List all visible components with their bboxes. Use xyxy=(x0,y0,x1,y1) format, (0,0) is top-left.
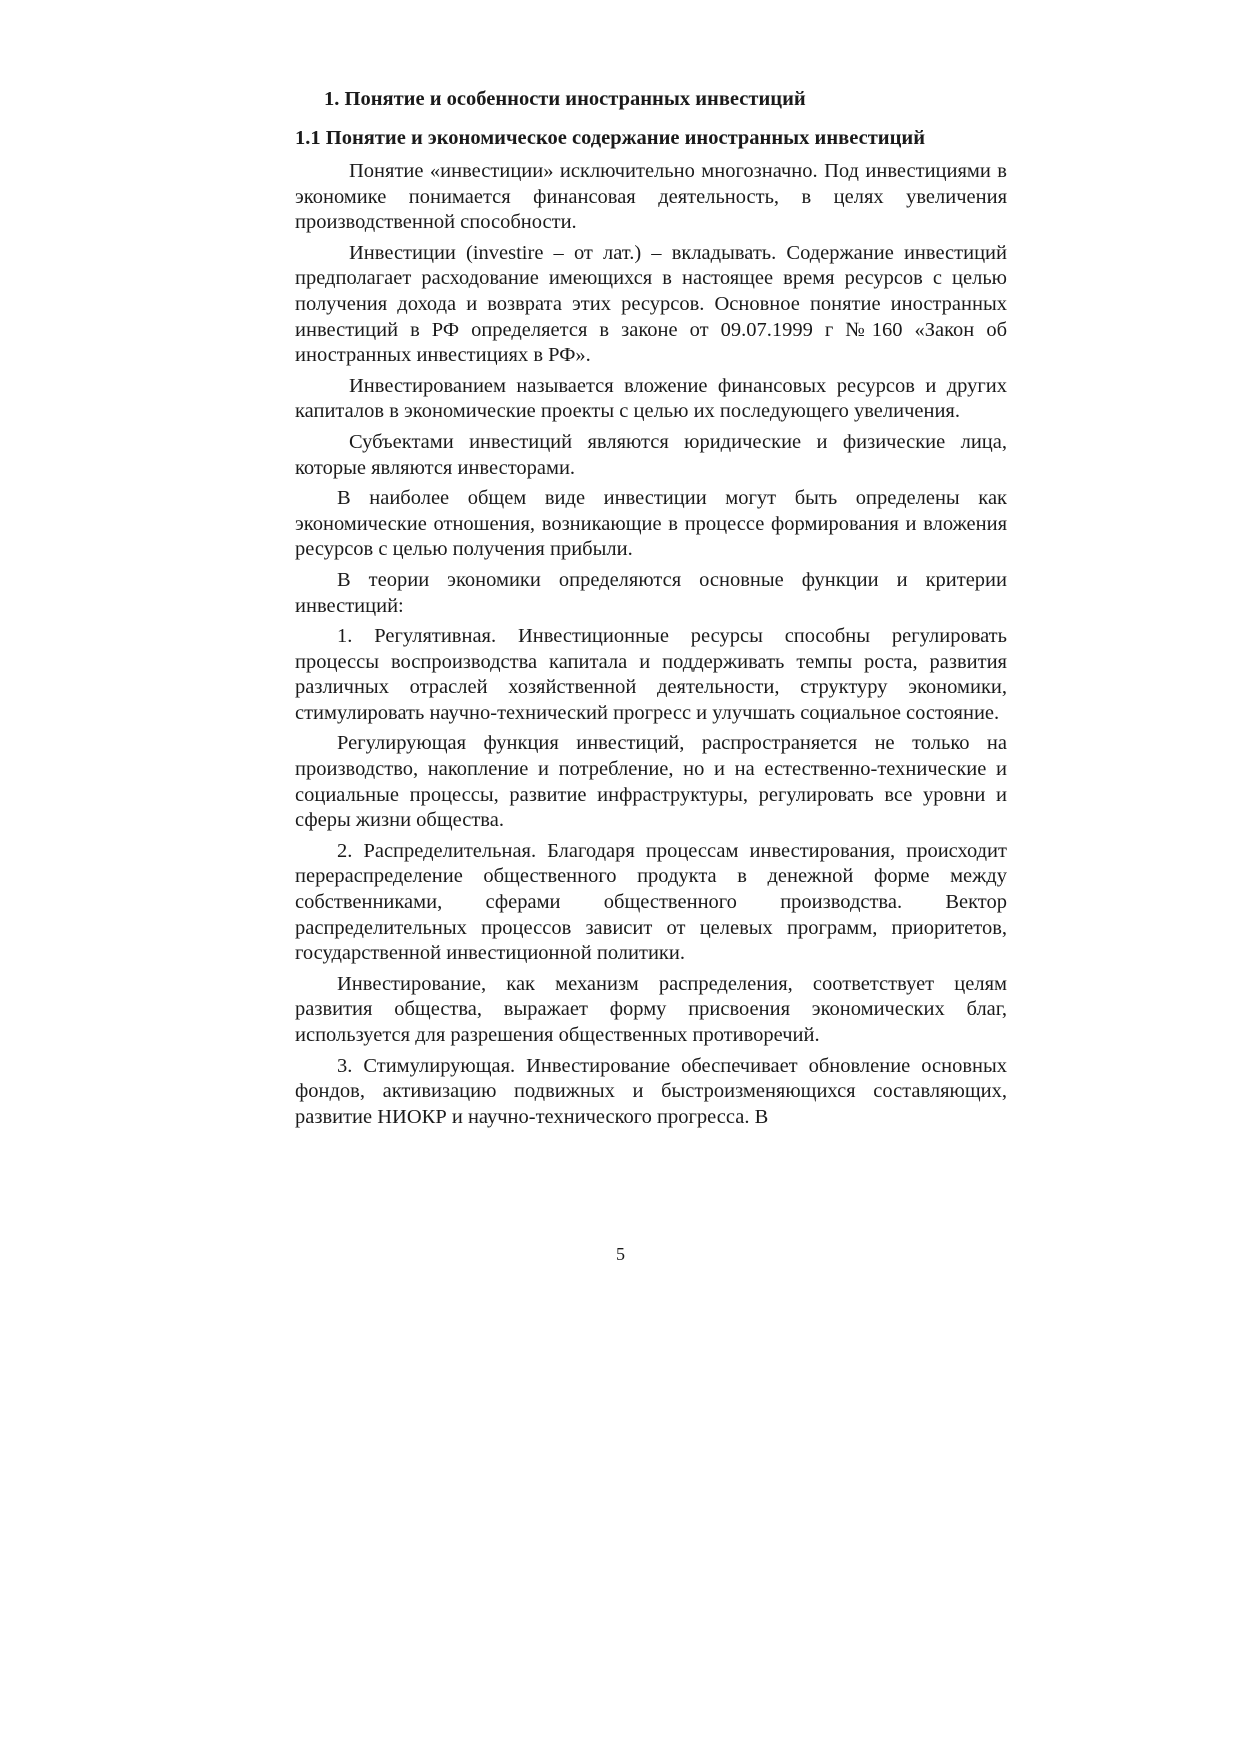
page-number: 5 xyxy=(616,1244,625,1264)
paragraph-investment-concept: Понятие «инвестиции» исключительно многозначно. Под инвестициями в экономике понимается финансовая деятельность, в целях увеличения производственной способности. xyxy=(295,160,1007,234)
paragraph-investment-definition: Инвестиции (investire – от лат.) – вкладывать. Содержание инвестиций предполагает расходование имеющихся в настоящее время ресурсов с целью получения дохода и возврата этих ресурсов. Основное понятие иностранных инвестиций в РФ определяется в законе от 09.07.1999 г №160 «Закон об иностранных инвестициях в РФ». xyxy=(295,241,1007,367)
paragraph-general-view: В наиболее общем виде инвестиции могут быть определены как экономические отношения, возникающие в процессе формирования и вложения ресурсов с целью получения прибыли. xyxy=(295,487,1007,561)
body-text xyxy=(295,159,1007,1130)
list-item-distributive-function: 2. Распределительная. Благодаря процессам инвестирования, происходит перераспределение общественного продукта в денежной форме между собственниками, сферами общественного производства. Вектор распределительных процессов зависит от целевых программ, приоритетов, государственной инвестиционной политики. xyxy=(295,839,1007,965)
paragraph-investing-definition: Инвестированием называется вложение финансовых ресурсов и других капиталов в экономические проекты с целью их последующего увеличения. xyxy=(295,374,1007,423)
paragraph-functions-intro: В теории экономики определяются основные функции и критерии инвестиций: xyxy=(295,568,1007,617)
paragraph-distribution-mechanism: Инвестирование, как механизм распределения, соответствует целям развития общества, выражает форму присвоения экономических благ, используется для разрешения общественных противоречий. xyxy=(295,972,1007,1046)
paragraph-investment-subjects: Субъектами инвестиций являются юридические и физические лица, которые являются инвесторами. xyxy=(295,430,1007,479)
list-item-regulatory-function: 1. Регулятивная. Инвестиционные ресурсы способны регулировать процессы воспроизводства капитала и поддерживать темпы роста, развития различных отраслей хозяйственной деятельности, структуру экономики, стимулировать научно-технический прогресс и улучшать социальное состояние. xyxy=(295,625,1007,724)
paragraph-regulatory-scope: Регулирующая функция инвестиций, распространяется не только на производство, накопление и потребление, но и на естественно-технические и социальные процессы, развитие инфраструктуры, регулировать все уровни и сферы жизни общества. xyxy=(295,732,1007,832)
section-heading: 1.1 Понятие и экономическое содержание иностранных инвестиций xyxy=(295,127,926,149)
list-item-stimulating-function: 3. Стимулирующая. Инвестирование обеспечивает обновление основных фондов, активизацию подвижных и быстроизменяющихся составляющих, развитие НИОКР и научно-технического прогресса. В xyxy=(295,1054,1007,1128)
document-page xyxy=(295,84,1007,1135)
chapter-heading: 1. Понятие и особенности иностранных инвестиций xyxy=(324,88,806,110)
